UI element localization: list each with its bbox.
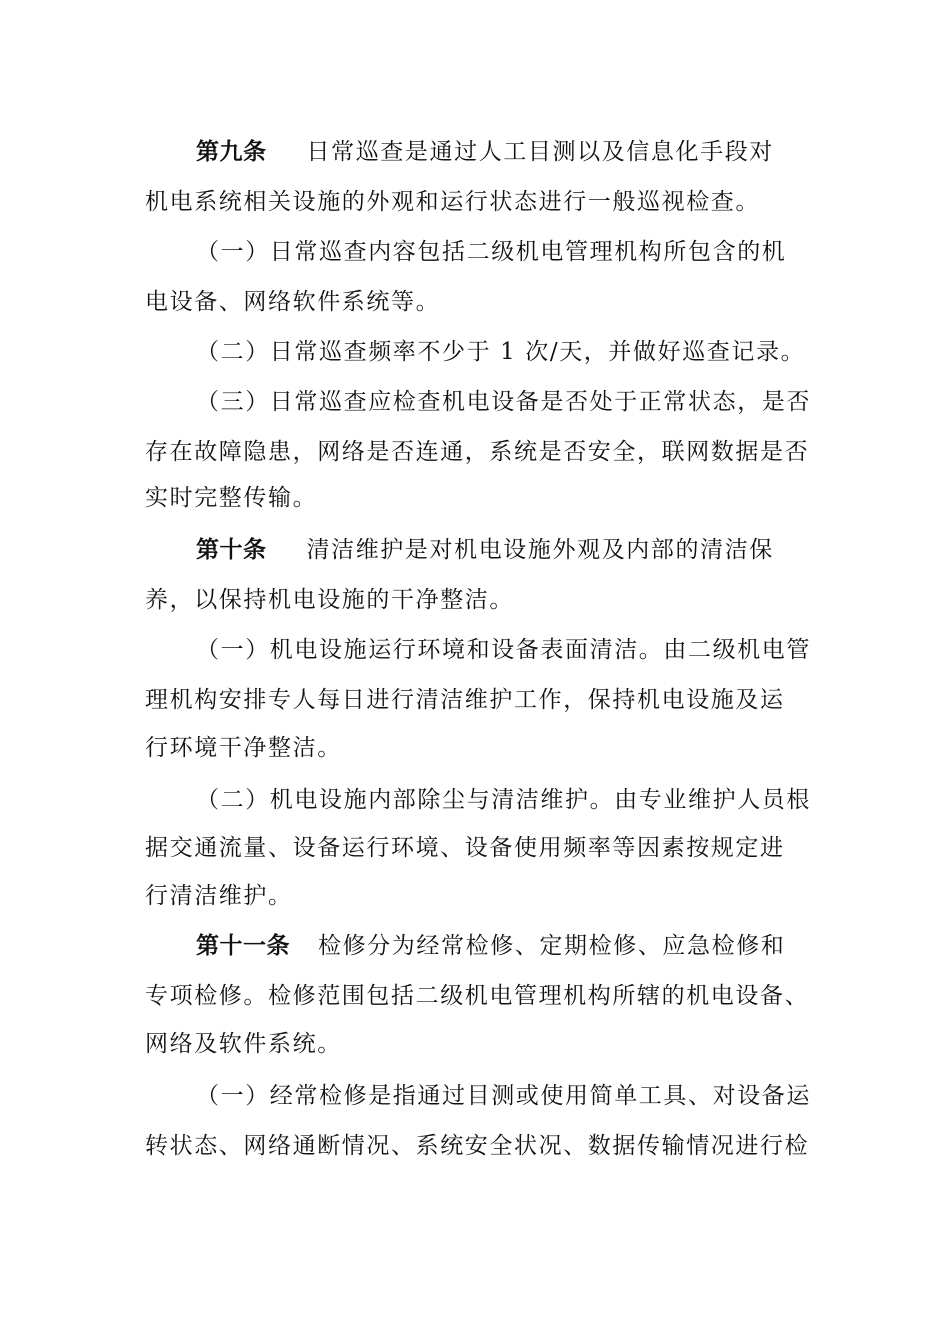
article-10-line-1 [196, 530, 886, 570]
article-11-item-1-line-2: 转状态、网络通断情况、系统安全状况、数据传输情况进行检 [145, 1133, 810, 1159]
article-11-text: 检修分为经常检修、定期检修、应急检修和 [318, 933, 786, 959]
article-10-item-2-line-2: 据交通流量、设备运行环境、设备使用频率等因素按规定进 [145, 835, 785, 861]
article-10-item-2-line-3: 行清洁维护。 [145, 883, 293, 909]
article-9-item-3-line-2: 存在故障隐患，网络是否连通，系统是否安全，联网数据是否 [145, 439, 810, 465]
article-11-line-2: 专项检修。检修范围包括二级机电管理机构所辖的机电设备、 [145, 983, 810, 1009]
article-11-item-1-line-1: （一）经常检修是指通过目测或使用简单工具、对设备运 [196, 1083, 811, 1109]
article-9-line-1 [196, 132, 886, 172]
article-9-item-3-line-1: （三）日常巡查应检查机电设备是否处于正常状态，是否 [196, 389, 811, 415]
article-11-line-1 [196, 926, 886, 966]
article-10-item-1-line-2: 理机构安排专人每日进行清洁维护工作，保持机电设施及运 [145, 687, 785, 713]
article-9-item-1-line-2: 电设备、网络软件系统等。 [145, 289, 441, 315]
article-11-heading: 第十一条 [196, 933, 290, 959]
article-10-item-2-line-1: （二）机电设施内部除尘与清洁维护。由专业维护人员根 [196, 787, 811, 813]
article-9-heading: 第九条 [196, 139, 267, 165]
article-9-item-3-line-3: 实时完整传输。 [145, 485, 318, 511]
article-9-text: 日常巡查是通过人工目测以及信息化手段对 [306, 139, 774, 165]
article-10-item-1-line-3: 行环境干净整洁。 [145, 735, 342, 761]
article-10-text: 清洁维护是对机电设施外观及内部的清洁保 [306, 537, 774, 563]
article-9-line-2: 机电系统相关设施的外观和运行状态进行一般巡视检查。 [145, 189, 760, 215]
article-11-line-3: 网络及软件系统。 [145, 1031, 342, 1057]
article-9-item-1-line-1: （一）日常巡查内容包括二级机电管理机构所包含的机 [196, 239, 787, 265]
article-10-heading: 第十条 [196, 537, 267, 563]
article-10-item-1-line-1: （一）机电设施运行环境和设备表面清洁。由二级机电管 [196, 637, 811, 663]
article-10-line-2: 养，以保持机电设施的干净整洁。 [145, 587, 514, 613]
article-9-item-2-line-1: （二）日常巡查频率不少于 1 次/天，并做好巡查记录。 [196, 339, 806, 365]
